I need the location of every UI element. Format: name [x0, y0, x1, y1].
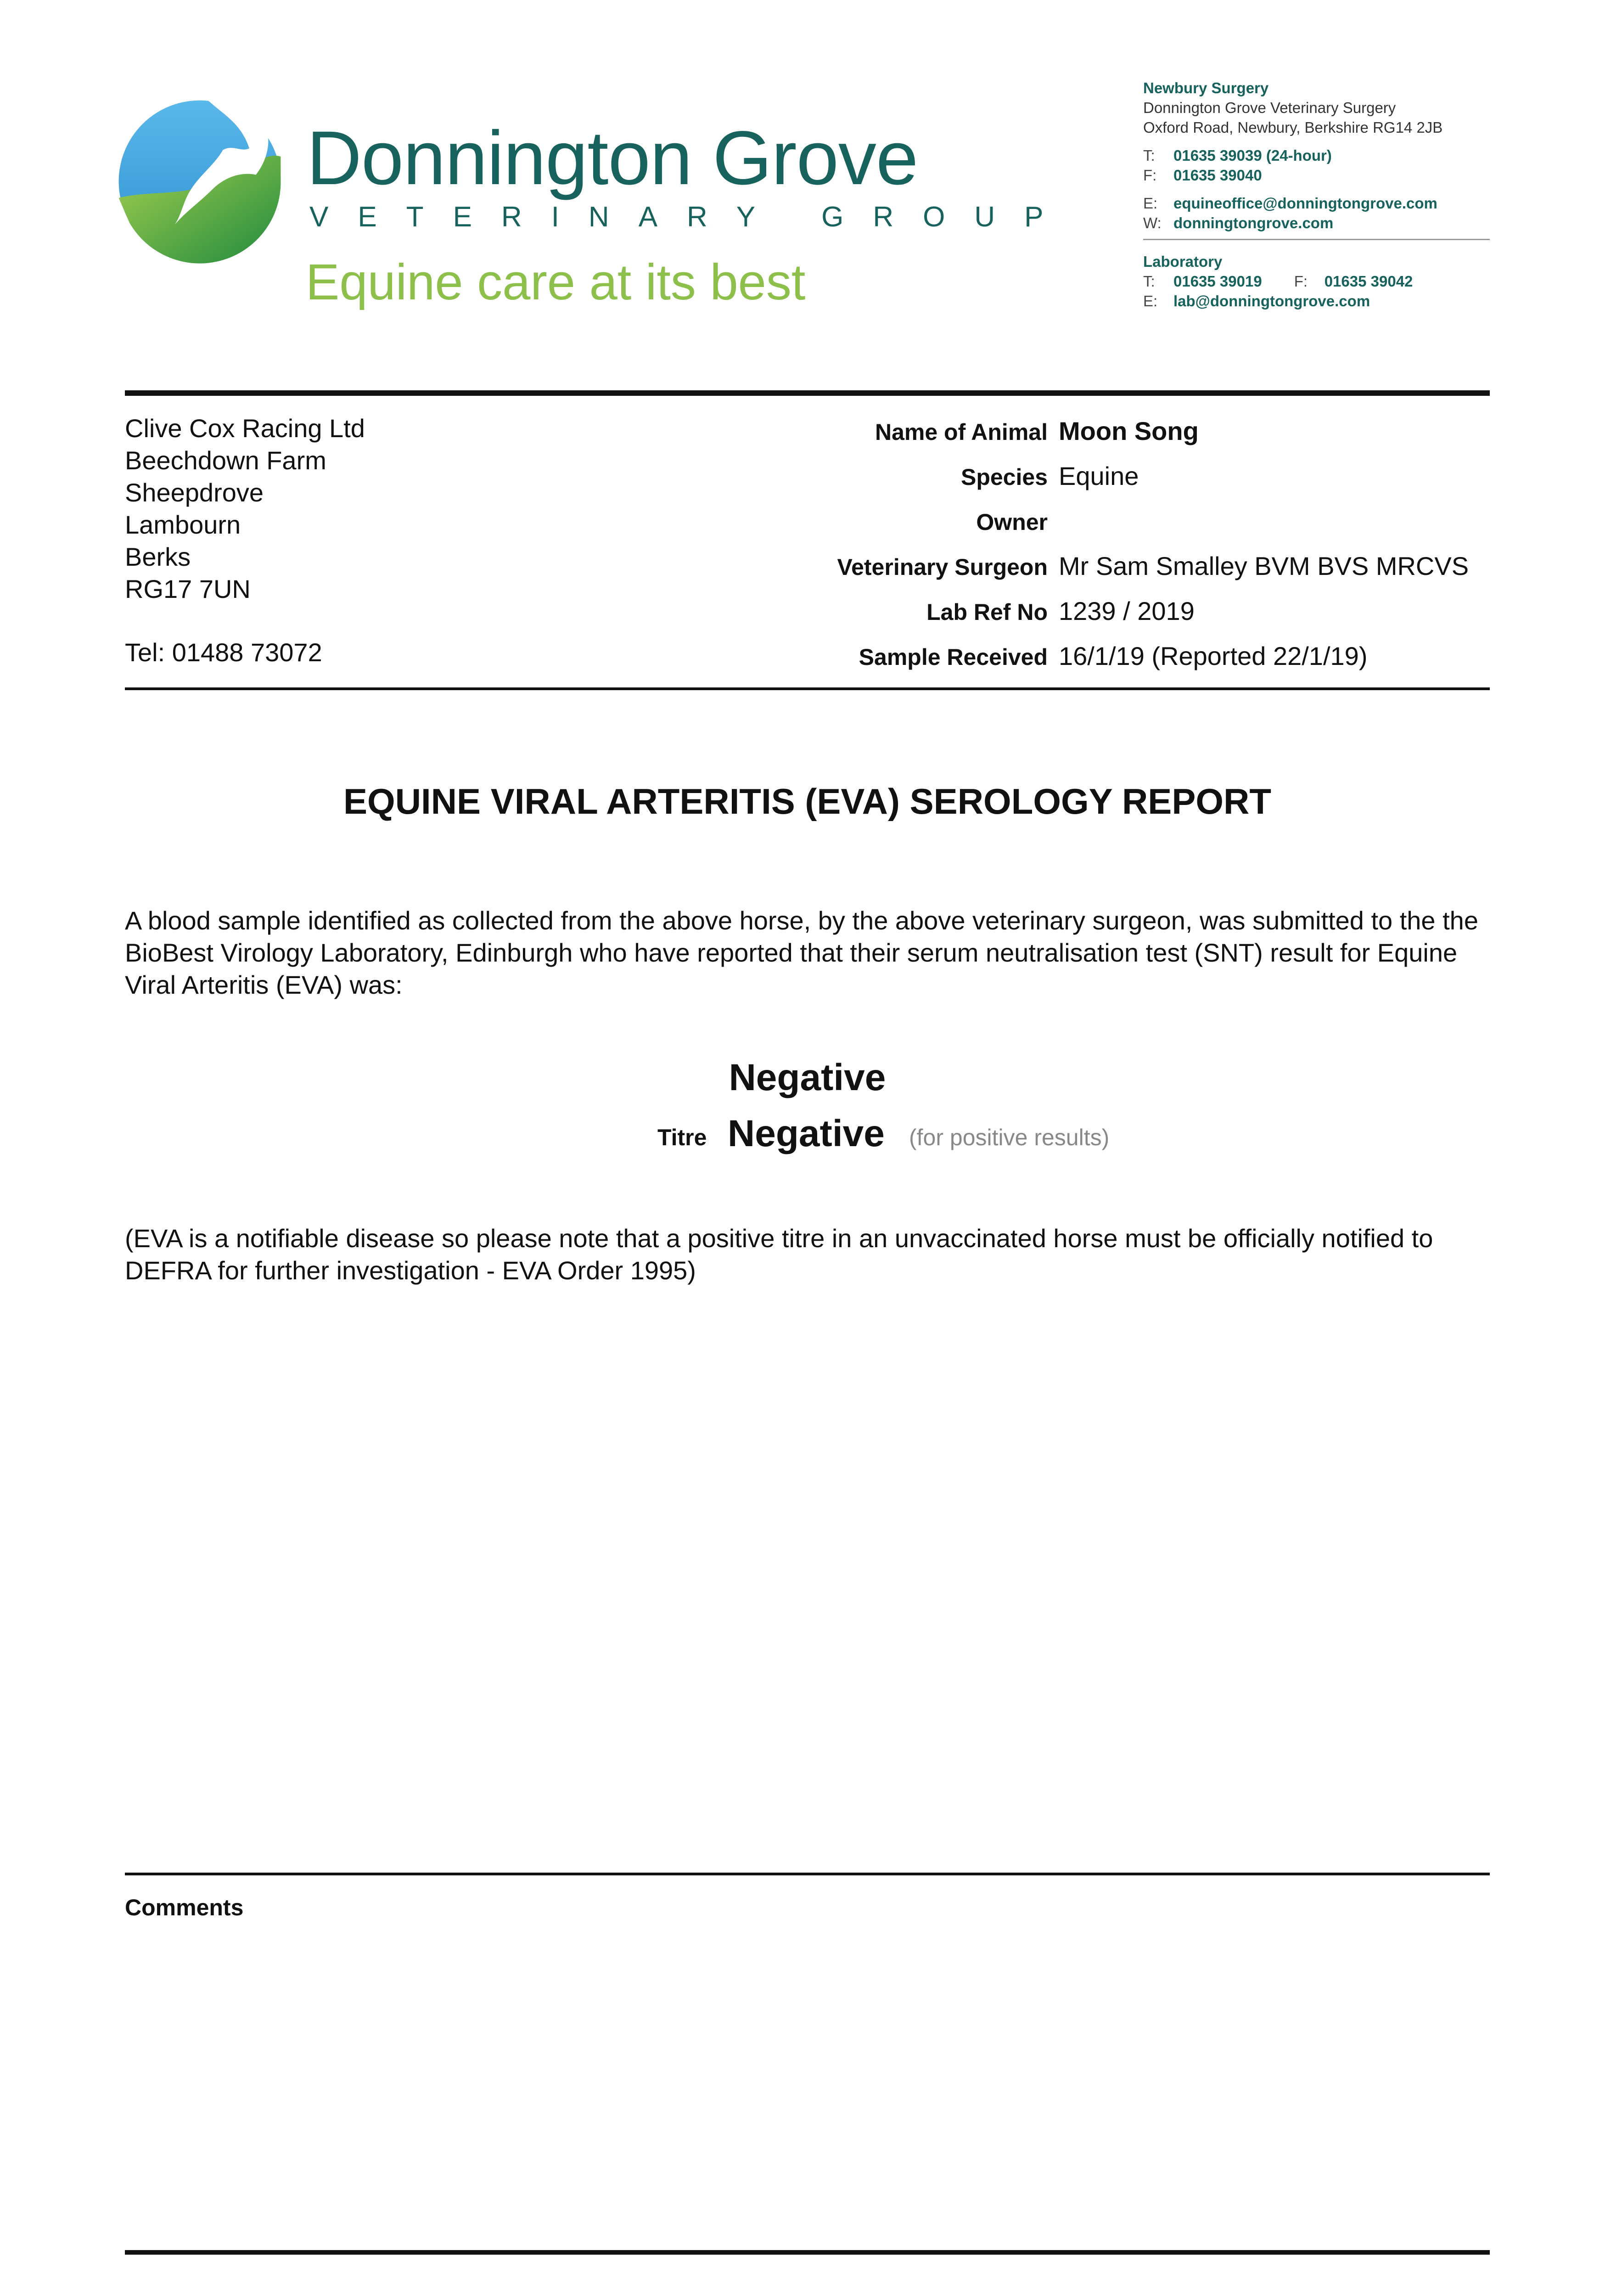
- surgery-contact: [1143, 78, 1442, 233]
- laboratory-contact: [1143, 252, 1413, 311]
- lab-tel[interactable]: 01635 39019: [1173, 273, 1262, 290]
- surgery-tel-label: T:: [1143, 147, 1155, 164]
- brand-group: VETERINARY GROUP: [309, 201, 1073, 233]
- titre-label: Titre: [657, 1125, 707, 1150]
- surgery-email-label: E:: [1143, 195, 1158, 212]
- client-line: Beechdown Farm: [125, 446, 326, 475]
- brand-name: Donnington Grove: [307, 116, 918, 201]
- footer-rule: [125, 2250, 1490, 2255]
- client-address: [125, 412, 365, 605]
- header-rule: [125, 390, 1490, 396]
- surgery-fax: 01635 39040: [1173, 167, 1262, 184]
- surgery-web-link[interactable]: donningtongrove.com: [1173, 214, 1334, 231]
- horse-logo-icon: [117, 99, 282, 264]
- detail-value: Equine: [1059, 461, 1139, 490]
- client-line: Berks: [125, 542, 191, 571]
- notifiable-disease-notice: (EVA is a notifiable disease so please note that a positive titre in an unvaccinated horse must be officially notified to DEFRA for further investigation - EVA Order 1995): [125, 1224, 1433, 1285]
- report-intro: A blood sample identified as collected from the above horse, by the above veterinary surgeon, was submitted to the the BioBest Virology Laboratory, Edinburgh who have reported that their serum neutralisation test (SNT) result for Equine Viral Arteritis (EVA) was:: [125, 906, 1478, 999]
- lab-email-link[interactable]: lab@donningtongrove.com: [1173, 293, 1370, 310]
- surgery-email-link[interactable]: equineoffice@donningtongrove.com: [1173, 195, 1437, 212]
- lab-heading: Laboratory: [1143, 253, 1223, 270]
- detail-value: 1239 / 2019: [1059, 597, 1195, 625]
- client-line: Clive Cox Racing Ltd: [125, 414, 365, 443]
- detail-value: 16/1/19 (Reported 22/1/19): [1059, 642, 1368, 670]
- client-telephone: Tel: 01488 73072: [125, 638, 322, 667]
- test-result: Negative: [729, 1057, 886, 1098]
- details-rule: [125, 687, 1490, 690]
- surgery-web-label: W:: [1143, 214, 1162, 231]
- contact-divider: [1143, 239, 1490, 240]
- lab-tel-label: T:: [1143, 273, 1155, 290]
- lab-email-label: E:: [1143, 293, 1158, 310]
- lab-fax-label: F:: [1294, 273, 1308, 290]
- titre-note: (for positive results): [909, 1125, 1110, 1150]
- client-line: Lambourn: [125, 510, 241, 539]
- detail-value: Moon Song: [1059, 416, 1199, 445]
- surgery-address: Oxford Road, Newbury, Berkshire RG14 2JB: [1143, 119, 1443, 136]
- titre-value: Negative: [728, 1113, 885, 1154]
- surgery-tel[interactable]: 01635 39039 (24-hour): [1173, 147, 1332, 164]
- client-line: RG17 7UN: [125, 574, 251, 603]
- surgery-fax-label: F:: [1143, 167, 1157, 184]
- client-line: Sheepdrove: [125, 478, 264, 507]
- brand-tagline: Equine care at its best: [306, 254, 806, 310]
- comments-label: Comments: [125, 1895, 244, 1920]
- surgery-name: Donnington Grove Veterinary Surgery: [1143, 99, 1396, 116]
- report-title: EQUINE VIRAL ARTERITIS (EVA) SEROLOGY REPORT: [343, 781, 1271, 822]
- detail-value: Mr Sam Smalley BVM BVS MRCVS: [1059, 551, 1469, 580]
- lab-fax: 01635 39042: [1324, 273, 1413, 290]
- surgery-heading: Newbury Surgery: [1143, 79, 1269, 96]
- comments-rule: [125, 1873, 1490, 1875]
